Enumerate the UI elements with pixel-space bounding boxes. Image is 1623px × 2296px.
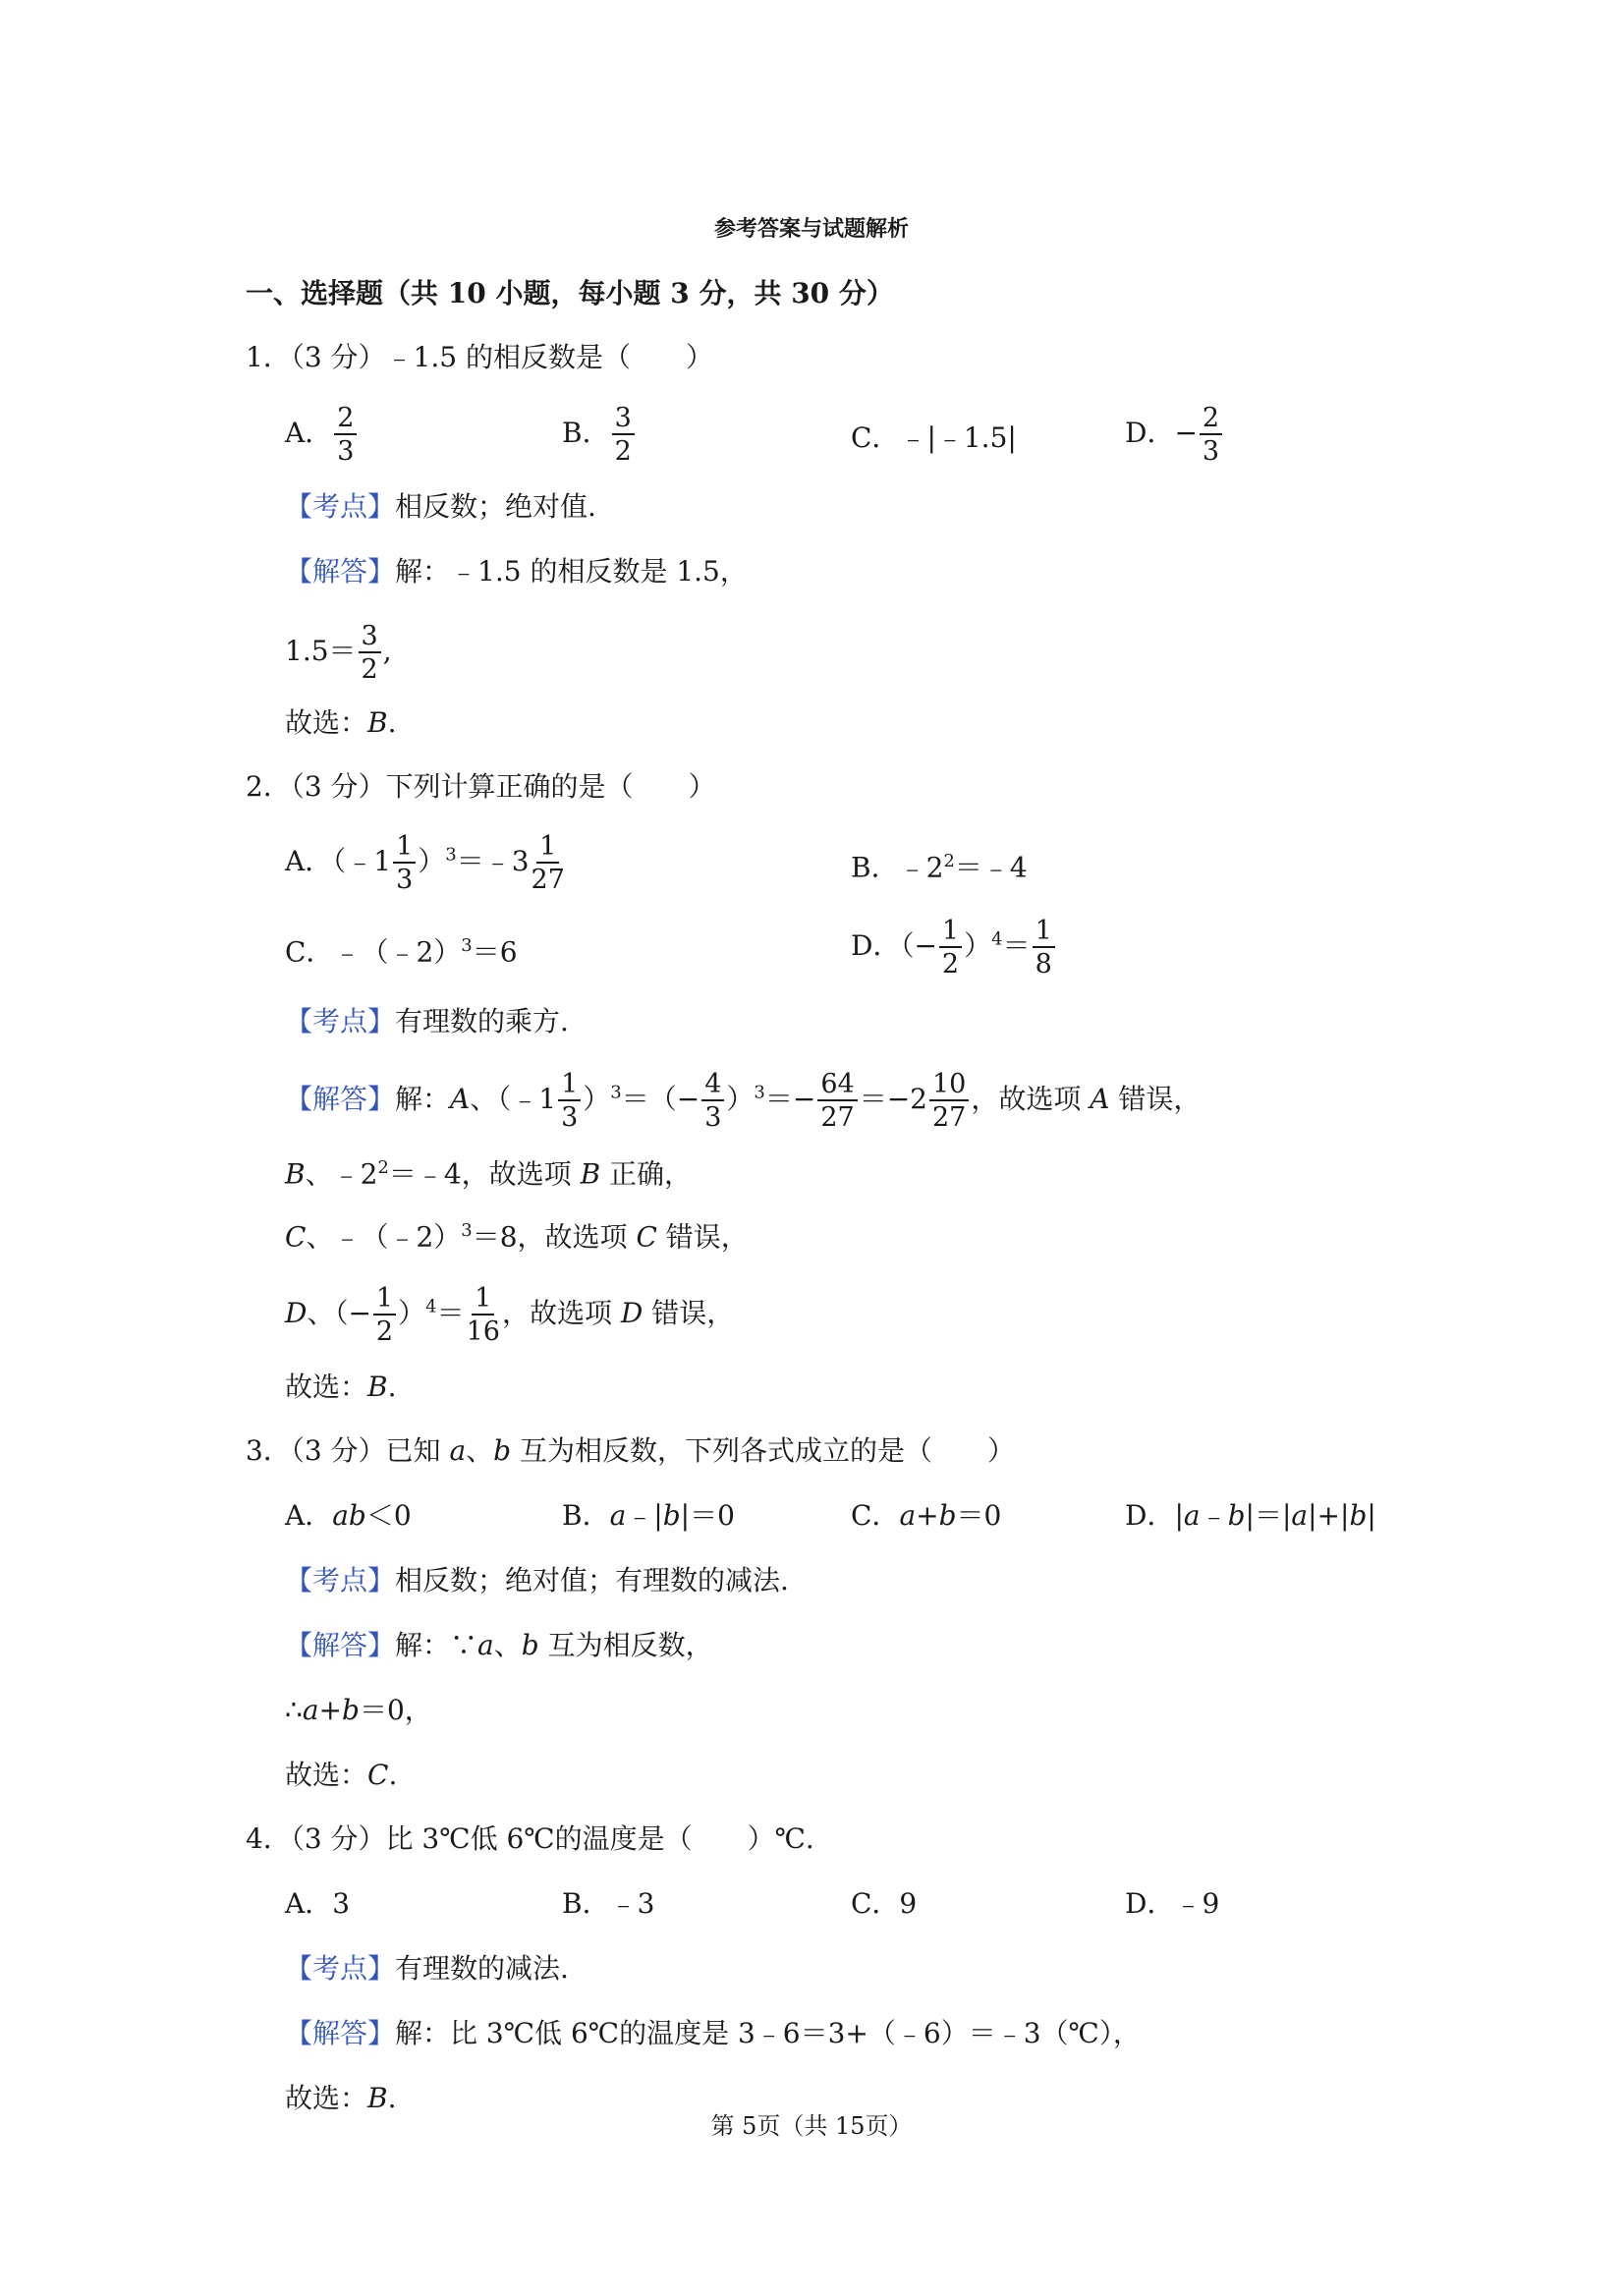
text: 正确，	[600, 1157, 693, 1191]
denominator: 3	[337, 436, 355, 467]
text: ﹣（﹣2）	[333, 935, 462, 969]
text: ，故选项	[501, 1297, 621, 1329]
text: |	[1174, 1499, 1184, 1532]
section-heading: 一、选择题（共 10 小题，每小题 3 分，共 30 分）	[246, 277, 894, 309]
text: ＝	[436, 1297, 465, 1329]
denominator: 3	[1202, 436, 1220, 467]
q1-option-b-fraction	[612, 405, 635, 465]
var: b	[1349, 1499, 1368, 1532]
var: ab	[332, 1499, 366, 1532]
exponent: 4	[991, 928, 1003, 950]
var: b	[342, 1694, 360, 1726]
text: ）	[398, 1297, 426, 1329]
fraction	[558, 1071, 581, 1131]
var: B	[580, 1157, 601, 1191]
q3-solution-line-2	[285, 1694, 432, 1726]
q2-option-c-label: C．	[285, 935, 334, 969]
text: ﹣|	[626, 1499, 663, 1532]
kaodian-text: 相反数；绝对值；有理数的减法.	[395, 1564, 789, 1596]
q3-option-a-label: A．	[285, 1499, 333, 1532]
answer-letter: C	[367, 1759, 389, 1791]
text: 1.5＝	[285, 635, 357, 667]
numerator: 1	[393, 833, 416, 864]
denominator: 3	[704, 1102, 722, 1133]
jieda-text: 解：比 3℃低 6℃的温度是 3﹣6＝3+（﹣6）＝﹣3（℃），	[395, 2017, 1141, 2049]
fraction	[359, 623, 381, 683]
text: ,	[382, 635, 392, 667]
denominator: 8	[1035, 949, 1052, 980]
var: a	[302, 1694, 319, 1726]
text: 、﹣（﹣2）	[306, 1220, 462, 1254]
text: ＝﹣4，故选项	[388, 1157, 581, 1191]
var: a	[609, 1499, 627, 1532]
denominator: 27	[931, 1102, 967, 1133]
q1-option-c	[851, 421, 1017, 454]
denominator: 27	[531, 865, 565, 895]
exponent: 3	[445, 844, 457, 866]
denominator: 3	[561, 1102, 579, 1133]
q2-answer	[285, 1373, 397, 1401]
numerator: 1	[536, 833, 559, 864]
q2-option-b	[851, 851, 1028, 884]
q1-option-c-text: ﹣|﹣1.5|	[899, 421, 1017, 454]
q3-jieda	[285, 1629, 713, 1661]
q2-solution-b	[285, 1157, 693, 1191]
q1-option-b-label: B．	[562, 417, 610, 449]
q3-option-b-label: B．	[562, 1499, 610, 1532]
q4-option-d: D．﹣9	[1125, 1887, 1220, 1920]
q2-option-a-label: A．	[285, 845, 333, 877]
q1-option-c-label: C．	[851, 421, 900, 454]
var: a	[449, 1434, 467, 1467]
fraction	[701, 1071, 724, 1131]
numerator: 3	[612, 405, 635, 435]
q3-answer	[285, 1759, 398, 1791]
text: 解：	[395, 1083, 451, 1115]
denominator: 2	[941, 949, 960, 980]
fraction	[393, 833, 416, 893]
q2-kaodian	[285, 1005, 569, 1037]
kaodian-text: 有理数的减法.	[395, 1952, 569, 1985]
text: |+|	[1308, 1499, 1350, 1532]
jieda-text: 解：﹣1.5 的相反数是 1.5，	[395, 555, 748, 588]
var: a	[477, 1629, 494, 1661]
numerator: 1	[1033, 918, 1055, 948]
var: a	[899, 1499, 917, 1532]
var: A	[450, 1083, 471, 1115]
q1-option-d	[1125, 405, 1224, 465]
denominator: 2	[614, 436, 632, 467]
numerator: 4	[701, 1071, 724, 1101]
numerator: 1	[939, 918, 962, 948]
text: （−	[900, 929, 937, 962]
numerator: 1	[373, 1285, 396, 1316]
kaodian-label: 【考点】	[285, 1952, 396, 1985]
denominator: 2	[375, 1316, 394, 1347]
text: +	[916, 1499, 939, 1532]
q1-stem: 1．（3 分）﹣1.5 的相反数是（ ）	[246, 341, 713, 373]
text: .	[388, 1759, 398, 1791]
var: b	[662, 1499, 681, 1532]
q1-option-d-label: D．	[1125, 417, 1175, 449]
q2-solution-d	[285, 1285, 734, 1345]
answer-letter: B	[367, 1371, 388, 1403]
text: 互为相反数，	[538, 1629, 713, 1661]
jieda-label: 【解答】	[285, 2017, 396, 2049]
exponent: 3	[461, 1220, 473, 1241]
exponent: 3	[461, 935, 473, 956]
var: b	[938, 1499, 957, 1532]
q3-option-c-label: C．	[851, 1499, 900, 1532]
text: 解：∵	[395, 1629, 478, 1661]
jieda-label: 【解答】	[285, 1083, 396, 1115]
fraction	[467, 1285, 500, 1345]
var: a	[1291, 1499, 1309, 1532]
denominator: 3	[396, 865, 414, 895]
q3-option-b	[562, 1499, 735, 1532]
q1-option-a	[285, 405, 359, 465]
jieda-label: 【解答】	[285, 555, 396, 588]
text: ＝0	[956, 1499, 1002, 1532]
text: ∴	[285, 1694, 303, 1726]
text: 、	[493, 1629, 522, 1661]
page-title: 参考答案与试题解析	[713, 216, 909, 242]
fraction	[817, 1071, 857, 1131]
text: |＝|	[1245, 1499, 1292, 1532]
q1-jieda	[285, 555, 748, 588]
text: ＝﹣3	[456, 845, 530, 877]
fraction	[939, 918, 962, 978]
text: ＝0，	[359, 1694, 432, 1726]
q2-option-a	[285, 833, 567, 893]
text: .	[387, 706, 397, 739]
text: （﹣1	[332, 845, 392, 877]
numerator: 3	[359, 623, 381, 653]
var: B	[285, 1157, 306, 1191]
text: 、﹣2	[305, 1157, 378, 1191]
var: b	[1227, 1499, 1246, 1532]
numerator: 1	[558, 1071, 581, 1101]
kaodian-text: 有理数的乘方.	[395, 1005, 569, 1037]
text: ）	[418, 845, 446, 877]
answer-letter: B	[367, 2082, 388, 2114]
q1-option-a-fraction	[334, 405, 357, 465]
text: .	[387, 2082, 397, 2114]
denominator: 16	[466, 1316, 500, 1347]
fraction	[929, 1071, 969, 1131]
kaodian-label: 【考点】	[285, 1005, 396, 1037]
text: 、（−	[307, 1297, 371, 1329]
text: ＝	[1002, 929, 1031, 962]
q1-option-b	[562, 405, 637, 465]
q3-option-d-label: D．	[1125, 1499, 1175, 1532]
denominator: 2	[361, 654, 378, 685]
q3-option-c	[851, 1499, 1002, 1532]
q2-jieda	[285, 1071, 1201, 1131]
text: ﹣2	[898, 851, 944, 884]
q2-solution-c	[285, 1220, 749, 1254]
text: ）	[964, 929, 992, 962]
q1-solution-line-2	[285, 623, 392, 683]
numerator: 10	[929, 1071, 969, 1101]
text: ﹣	[1200, 1499, 1228, 1532]
text: ＝8，故选项	[472, 1220, 637, 1254]
q4-kaodian	[285, 1952, 569, 1985]
text: 互为相反数，下列各式成立的是（ ）	[511, 1434, 1015, 1467]
fraction	[373, 1285, 396, 1345]
exponent: 2	[377, 1157, 389, 1178]
text: ）	[583, 1083, 611, 1115]
numerator: 2	[1200, 405, 1222, 435]
q3-option-a	[285, 1499, 412, 1532]
var: D	[620, 1297, 644, 1329]
fraction	[532, 833, 565, 893]
text: ＝﹣4	[954, 851, 1028, 884]
exponent: 2	[943, 851, 955, 871]
answer-prefix: 故选：	[285, 706, 368, 739]
q4-option-b: B．﹣3	[562, 1887, 655, 1920]
var: C	[285, 1220, 307, 1254]
denominator: 27	[820, 1102, 855, 1133]
text: ）	[726, 1083, 755, 1115]
jieda-label: 【解答】	[285, 1629, 396, 1661]
minus-sign: −	[1174, 417, 1198, 449]
q1-kaodian	[285, 490, 596, 523]
text: 错误，	[1109, 1083, 1202, 1115]
var: A	[1090, 1083, 1110, 1115]
q4-stem: 4．（3 分）比 3℃低 6℃的温度是（ ）℃.	[246, 1822, 814, 1855]
q2-stem: 2．（3 分）下列计算正确的是（ ）	[246, 770, 716, 803]
text: 、（﹣1	[470, 1083, 557, 1115]
q3-option-d	[1125, 1499, 1376, 1532]
text: 3．（3 分）已知	[246, 1434, 450, 1467]
q2-option-d-label: D．	[851, 929, 901, 962]
q1-answer	[285, 706, 397, 739]
q2-option-d	[851, 918, 1057, 978]
q2-option-b-label: B．	[851, 851, 899, 884]
q3-kaodian	[285, 1564, 789, 1596]
text: ＝6	[472, 935, 518, 969]
var: b	[493, 1434, 512, 1467]
q4-answer	[285, 2082, 397, 2114]
q1-option-a-label: A．	[285, 417, 333, 449]
text: ＝−2	[859, 1083, 927, 1115]
numerator: 2	[334, 405, 357, 435]
text: 错误，	[656, 1220, 749, 1254]
numerator: 1	[472, 1285, 494, 1316]
fraction	[1033, 918, 1055, 978]
text: |＝0	[680, 1499, 735, 1532]
answer-prefix: 故选：	[285, 2082, 368, 2114]
var: D	[285, 1297, 308, 1329]
kaodian-text: 相反数；绝对值.	[395, 490, 596, 523]
text: ＝−	[764, 1083, 816, 1115]
q4-jieda	[285, 2017, 1141, 2049]
q4-option-c: C．9	[851, 1887, 918, 1920]
exponent: 3	[610, 1082, 622, 1103]
answer-prefix: 故选：	[285, 1759, 368, 1791]
text: ＜0	[365, 1499, 412, 1532]
text: ＝（−	[621, 1083, 700, 1115]
var: a	[1183, 1499, 1201, 1532]
text: .	[387, 1371, 397, 1403]
answer-letter: B	[367, 706, 388, 739]
text: 错误，	[643, 1297, 735, 1329]
page-footer: 第 5页（共 15页）	[710, 2112, 913, 2140]
var: b	[521, 1629, 539, 1661]
text: +	[318, 1694, 342, 1726]
kaodian-label: 【考点】	[285, 490, 396, 523]
text: |	[1367, 1499, 1376, 1532]
q1-option-d-fraction	[1200, 405, 1222, 465]
numerator: 64	[817, 1071, 857, 1101]
text: 、	[466, 1434, 494, 1467]
q3-stem	[246, 1434, 1015, 1467]
answer-prefix: 故选：	[285, 1371, 368, 1403]
q4-option-a: A．3	[285, 1887, 351, 1920]
text: ，故选项	[971, 1083, 1091, 1115]
var: C	[636, 1220, 657, 1254]
q2-option-c	[285, 935, 518, 969]
exponent: 3	[754, 1082, 765, 1103]
exponent: 4	[425, 1296, 437, 1317]
kaodian-label: 【考点】	[285, 1564, 396, 1596]
